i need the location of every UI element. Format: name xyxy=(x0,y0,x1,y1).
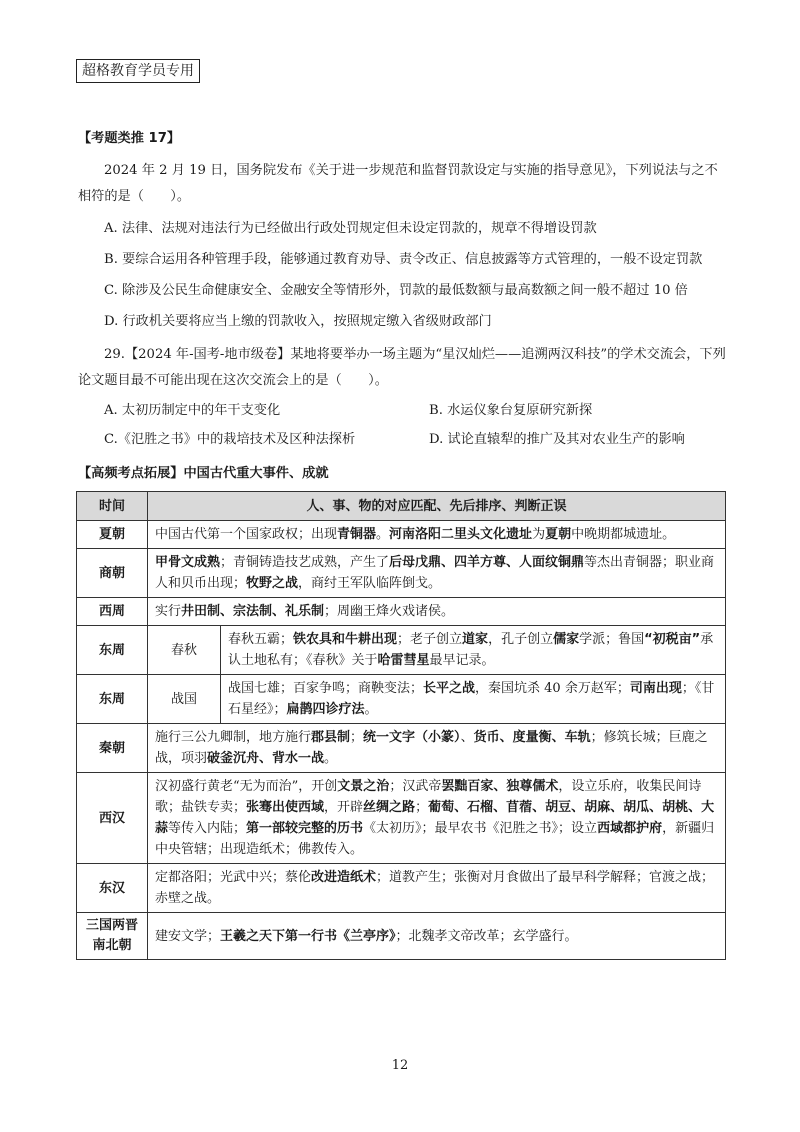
highlight-text: 张骞出使西域 xyxy=(246,800,325,815)
body-text: ，设立乐府，收集民间诗歌；盐铁专卖； xyxy=(155,779,702,815)
highlight-text: 司南出现 xyxy=(629,681,682,696)
highlight-text: 牧野之战 xyxy=(246,576,299,591)
highlight-text: 西域都护府 xyxy=(597,821,663,836)
question-17-title: 【考题类推 17】 xyxy=(78,131,181,146)
header-content: 人、事、物的对应匹配、先后排序、判断正误 xyxy=(148,492,726,521)
highlight-text: 扁鹊四诊疗法 xyxy=(286,702,365,717)
body-text: 。 xyxy=(364,702,378,717)
body-text: 。 xyxy=(376,527,390,542)
question-29 xyxy=(78,342,728,449)
table-row xyxy=(77,521,726,549)
content-cell xyxy=(148,724,726,773)
body-text: ，秦国坑杀 40 余万赵军； xyxy=(475,681,630,696)
content-cell xyxy=(148,913,726,960)
question-29-stem: 29.【2024 年-国考-地市级卷】某地将要举办一场主题为“星汉灿烂——追溯两汉科技”的学术交流会，下列论文题目最不可能出现在这次交流会上的是（ ）。 xyxy=(78,347,726,388)
question-17-stem: 2024 年 2 月 19 日，国务院发布《关于进一步规范和监督罚款设定与实施的指导意见》，下列说法与之不相符的是（ ）。 xyxy=(78,163,718,204)
table-row xyxy=(77,913,726,960)
highlight-text: 丝绸之路 xyxy=(363,800,416,815)
body-text: 实行 xyxy=(155,604,182,619)
question-17-option-c: C. 除涉及公民生命健康安全、金融安全等情形外，罚款的最低数额与最高数额之间一般不超过 10 倍 xyxy=(104,283,688,298)
content-cell xyxy=(221,675,726,724)
highlight-text: 破釜沉舟、背水一战 xyxy=(207,751,325,766)
body-text: ； xyxy=(415,800,429,815)
era-cell: 商朝 xyxy=(77,549,148,598)
highlight-text: 罢黜百家、独尊儒术 xyxy=(441,779,559,794)
body-text: 战国七雄；百家争鸣；商鞅变法； xyxy=(228,681,424,696)
body-text: ；北魏孝文帝改革；玄学盛行。 xyxy=(395,928,578,944)
question-29-option-c: C.《氾胜之书》中的栽培技术及区种法探析 xyxy=(104,432,356,447)
body-text: 学派；鲁国 xyxy=(579,632,645,647)
era-cell: 西汉 xyxy=(77,773,148,864)
question-29-option-d: D. 试论直辕犁的推广及其对农业生产的影响 xyxy=(429,432,685,447)
content-cell xyxy=(148,598,726,626)
page-number: 12 xyxy=(391,1058,409,1073)
highlight-text: 河南洛阳二里头文化遗址 xyxy=(389,527,533,542)
highlight-text: 后母戊鼎、四羊方尊、人面纹铜鼎 xyxy=(389,555,585,570)
highlight-text: 货币、度量衡、车轨 xyxy=(473,730,591,745)
expand-title: 【高频考点拓展】中国古代重大事件、成就 xyxy=(78,466,329,481)
body-text: 最早记录。 xyxy=(429,653,495,668)
content-cell xyxy=(221,626,726,675)
table-header-row xyxy=(77,492,726,521)
question-17-option-a: A. 法律、法规对违法行为已经做出行政处罚规定但未设定罚款的，规章不得增设罚款 xyxy=(104,221,597,236)
era-cell: 夏朝 xyxy=(77,521,148,549)
highlight-text: 统一文字（小篆） xyxy=(363,730,461,745)
body-text: 中国古代第一个国家政权；出现 xyxy=(155,527,338,542)
body-text: ；青铜铸造技艺成熟，产生了 xyxy=(220,555,390,570)
body-text: ，开辟 xyxy=(324,800,364,815)
body-text: 春秋五霸； xyxy=(228,632,294,647)
body-text: ，商纣王军队临阵倒戈。 xyxy=(298,576,442,591)
question-29-option-b: B. 水运仪象台复原研究新探 xyxy=(429,403,593,418)
highlight-text: 铁农具和牛耕出现 xyxy=(293,632,398,647)
era-cell: 西周 xyxy=(77,598,148,626)
body-text: ；汉武帝 xyxy=(389,779,442,794)
question-17 xyxy=(78,130,728,331)
content-cell xyxy=(148,773,726,864)
body-text: ，新疆归中央管辖；出现造纸术；佛教传入。 xyxy=(155,821,715,857)
table-row xyxy=(77,864,726,913)
highlight-text: 青铜器 xyxy=(337,527,377,542)
question-17-option-d: D. 行政机关要将应当上缴的罚款收入，按照规定缴入省级财政部门 xyxy=(104,314,492,329)
highlight-text: 道家 xyxy=(462,632,489,647)
body-text: 汉初盛行黄老“无为而治”，开创 xyxy=(155,779,338,794)
era-cell: 秦朝 xyxy=(77,724,148,773)
body-text: 为 xyxy=(532,527,546,542)
era-cell: 东周 xyxy=(77,675,148,724)
body-text: 定都洛阳；光武中兴；蔡伦 xyxy=(155,870,312,885)
highlight-text: 甲骨文成熟 xyxy=(155,555,221,570)
body-text: 施行三公九卿制，地方施行 xyxy=(155,730,312,745)
body-text: ，孔子创立 xyxy=(488,632,554,647)
highlight-text: 郡县制 xyxy=(311,730,351,745)
table-row xyxy=(77,549,726,598)
highlight-text: 哈雷彗星 xyxy=(377,653,430,668)
era-cell: 三国两晋南北朝 xyxy=(77,913,148,960)
body-text: ；道教产生；张衡对月食做出了最早科学解释；官渡之战；赤壁之战。 xyxy=(155,870,715,906)
body-text: 等传入内陆； xyxy=(168,821,247,836)
question-29-option-a: A. 太初历制定中的年干支变化 xyxy=(104,403,281,418)
body-text: 承认土地私有；《春秋》关于 xyxy=(228,632,714,668)
sub-period-cell: 春秋 xyxy=(148,626,221,675)
content-cell xyxy=(148,549,726,598)
body-text: 、 xyxy=(460,730,474,745)
body-text: ；周幽王烽火戏诸侯。 xyxy=(324,604,455,619)
watermark-stamp: 超格教育学员专用 xyxy=(76,59,200,83)
era-cell: 东汉 xyxy=(77,864,148,913)
body-text: 中晚期都城遗址。 xyxy=(571,527,676,542)
body-text: ；《甘石星经》； xyxy=(228,681,715,717)
body-text: 。 xyxy=(324,751,338,766)
table-row xyxy=(77,675,726,724)
content-cell xyxy=(148,521,726,549)
sub-period-cell: 战国 xyxy=(148,675,221,724)
era-cell: 东周 xyxy=(77,626,148,675)
highlight-text: 王羲之天下第一行书《兰亭序》 xyxy=(220,928,396,944)
highlight-text: 儒家 xyxy=(553,632,580,647)
highlight-text: 夏朝 xyxy=(545,527,572,542)
content-cell xyxy=(148,864,726,913)
table-row xyxy=(77,773,726,864)
highlight-text: 文景之治 xyxy=(337,779,390,794)
highlight-text: 井田制、宗法制、礼乐制 xyxy=(181,604,325,619)
table-row xyxy=(77,598,726,626)
body-text: ； xyxy=(350,730,364,745)
body-text: 《太初历》；最早农书《氾胜之书》；设立 xyxy=(363,821,598,836)
header-time: 时间 xyxy=(77,492,148,521)
highlight-text: 改进造纸术 xyxy=(311,870,377,885)
highlight-text: 长平之战 xyxy=(423,681,476,696)
highlight-text: 第一部较完整的历书 xyxy=(246,821,364,836)
highlight-text: 葡萄、石榴、苜蓿、胡豆、胡麻、胡瓜、胡桃、大蒜 xyxy=(155,800,715,836)
table-row xyxy=(77,724,726,773)
body-text: ；老子创立 xyxy=(397,632,463,647)
history-table xyxy=(76,491,726,960)
table-row xyxy=(77,626,726,675)
question-17-option-b: B. 要综合运用各种管理手段，能够通过教育劝导、责令改正、信息披露等方式管理的，一般不设定罚款 xyxy=(104,252,703,267)
body-text: 等杰出青铜器；职业商人和贝币出现； xyxy=(155,555,715,591)
body-text: 建安文学； xyxy=(155,928,221,944)
highlight-text: “初税亩” xyxy=(644,632,701,647)
body-text: ；修筑长城；巨鹿之战，项羽 xyxy=(155,730,708,766)
